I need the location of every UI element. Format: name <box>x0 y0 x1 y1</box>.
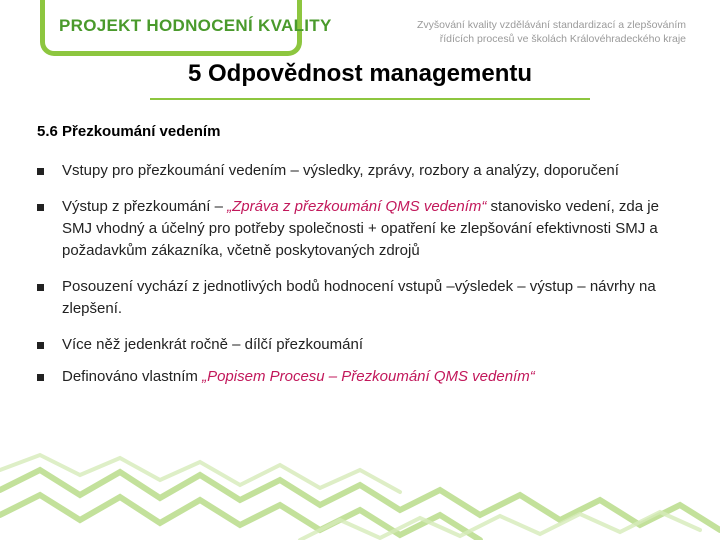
bullet-text: Výstup z přezkoumání – <box>62 198 228 215</box>
project-logo <box>40 0 332 56</box>
bullet-item <box>37 334 677 356</box>
square-bullet-icon <box>37 284 44 291</box>
slide-title: 5 Odpovědnost managementu <box>187 60 533 87</box>
square-bullet-icon <box>37 342 44 349</box>
square-bullet-icon <box>37 168 44 175</box>
title-underline <box>150 98 590 100</box>
bullet-text: Vstupy pro přezkoumání vedením – výsledky, zprávy, rozbory a analýzy, doporučení <box>62 162 619 179</box>
bullet-text: Definováno vlastním <box>62 368 203 385</box>
bullet-text: Posouzení vychází z jednotlivých bodů hodnocení vstupů –výsledek – výstup – návrhy na zlepšení. <box>62 278 656 317</box>
tagline-line-2: řídících procesů ve školách Královéhradeckého kraje <box>439 33 686 45</box>
logo-text: PROJEKT HODNOCENÍ KVALITY <box>59 16 332 35</box>
bullet-item <box>37 196 677 262</box>
section-heading: 5.6 Přezkoumání vedením <box>37 123 221 140</box>
bullet-list <box>37 160 677 388</box>
decorative-wave-pattern <box>0 450 720 540</box>
bullet-text: stanovisko vedení, zda je SMJ vhodný a účelný pro potřeby společnosti + opatření ke zlepšování efektivnosti SMJ a požadavkům zákazníka, včetně poskytovaných zdrojů <box>62 198 659 259</box>
bullet-item <box>37 366 677 388</box>
header-tagline <box>396 18 686 46</box>
square-bullet-icon <box>37 204 44 211</box>
highlighted-document-name: „Zpráva z přezkoumání QMS vedením“ <box>227 198 487 215</box>
tagline-line-1: Zvyšování kvality vzdělávání standardizací a zlepšováním <box>416 19 686 31</box>
bullet-item <box>37 160 677 182</box>
bullet-text: Více něž jedenkrát ročně – dílčí přezkoumání <box>62 336 363 353</box>
bullet-item <box>37 276 677 320</box>
highlighted-document-name: „Popisem Procesu – Přezkoumání QMS vedením“ <box>202 368 535 385</box>
square-bullet-icon <box>37 374 44 381</box>
